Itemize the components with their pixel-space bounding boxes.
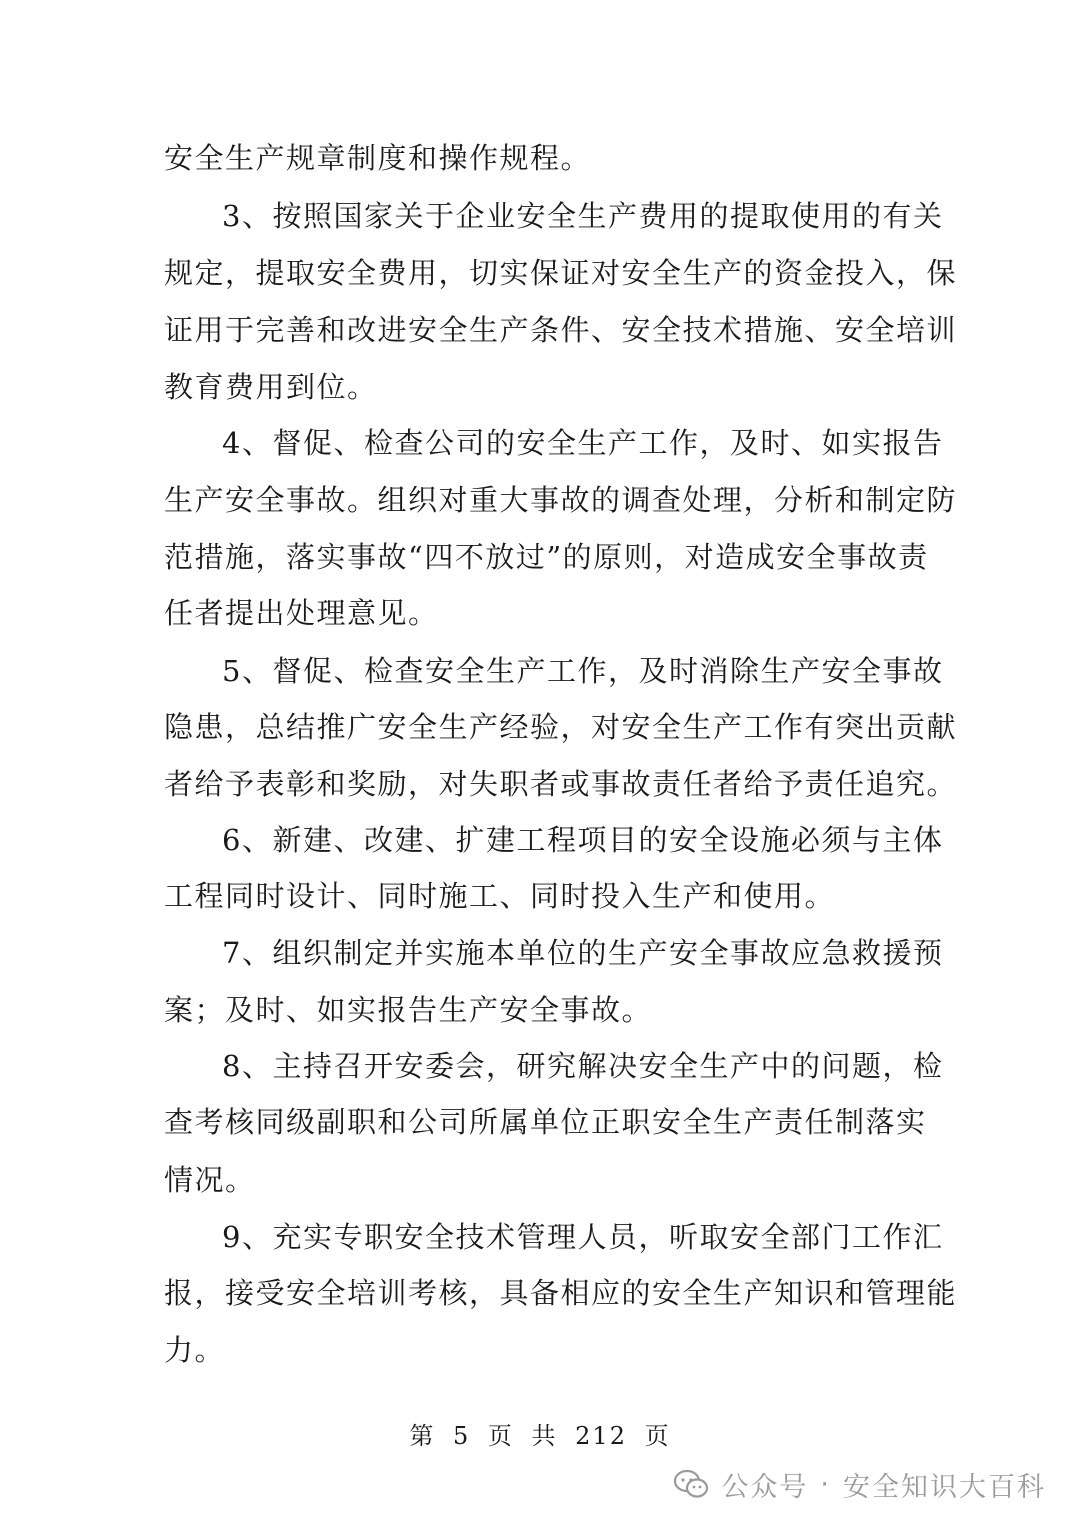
watermark-separator: · xyxy=(820,1468,831,1500)
body-line: 安全生产规章制度和操作规程。 xyxy=(164,141,592,175)
watermark-account-name: 安全知识大百科 xyxy=(843,1471,1046,1503)
watermark xyxy=(673,1462,1046,1506)
body-line: 查考核同级副职和公司所属单位正职安全生产责任制落实 xyxy=(164,1105,927,1139)
body-line: 规定，提取安全费用，切实保证对安全生产的资金投入，保 xyxy=(164,256,958,290)
body-line: 任者提出处理意见。 xyxy=(164,596,439,630)
body-line: 报，接受安全培训考核，具备相应的安全生产知识和管理能 xyxy=(164,1276,958,1310)
body-line: 隐患，总结推广安全生产经验，对安全生产工作有突出贡献 xyxy=(164,710,958,744)
body-line: 5、督促、检查安全生产工作，及时消除生产安全事故 xyxy=(222,654,944,688)
body-line: 4、督促、检查公司的安全生产工作，及时、如实报告 xyxy=(222,426,944,460)
body-line: 生产安全事故。组织对重大事故的调查处理，分析和制定防 xyxy=(164,483,958,517)
wechat-icon xyxy=(673,1469,709,1499)
body-line: 教育费用到位。 xyxy=(164,370,378,404)
body-line: 6、新建、改建、扩建工程项目的安全设施必须与主体 xyxy=(222,823,944,857)
body-line: 3、按照国家关于企业安全生产费用的提取使用的有关 xyxy=(222,199,944,233)
body-line: 范措施，落实事故“四不放过”的原则，对造成安全事故责 xyxy=(164,540,929,574)
body-line: 者给予表彰和奖励，对失职者或事故责任者给予责任追究。 xyxy=(164,767,958,801)
body-line: 7、组织制定并实施本单位的生产安全事故应急救援预 xyxy=(222,936,944,970)
body-line: 9、充实专职安全技术管理人员，听取安全部门工作汇 xyxy=(222,1220,944,1254)
body-line: 8、主持召开安委会，研究解决安全生产中的问题，检 xyxy=(222,1049,944,1083)
body-line: 工程同时设计、同时施工、同时投入生产和使用。 xyxy=(164,879,836,913)
body-line: 证用于完善和改进安全生产条件、安全技术措施、安全培训 xyxy=(164,313,958,347)
body-line: 案；及时、如实报告生产安全事故。 xyxy=(164,993,653,1027)
body-line: 情况。 xyxy=(164,1163,256,1197)
page-number: 第 5 页 共 212 页 xyxy=(409,1422,671,1450)
watermark-account-type: 公众号 xyxy=(721,1471,809,1503)
body-line: 力。 xyxy=(164,1333,226,1367)
